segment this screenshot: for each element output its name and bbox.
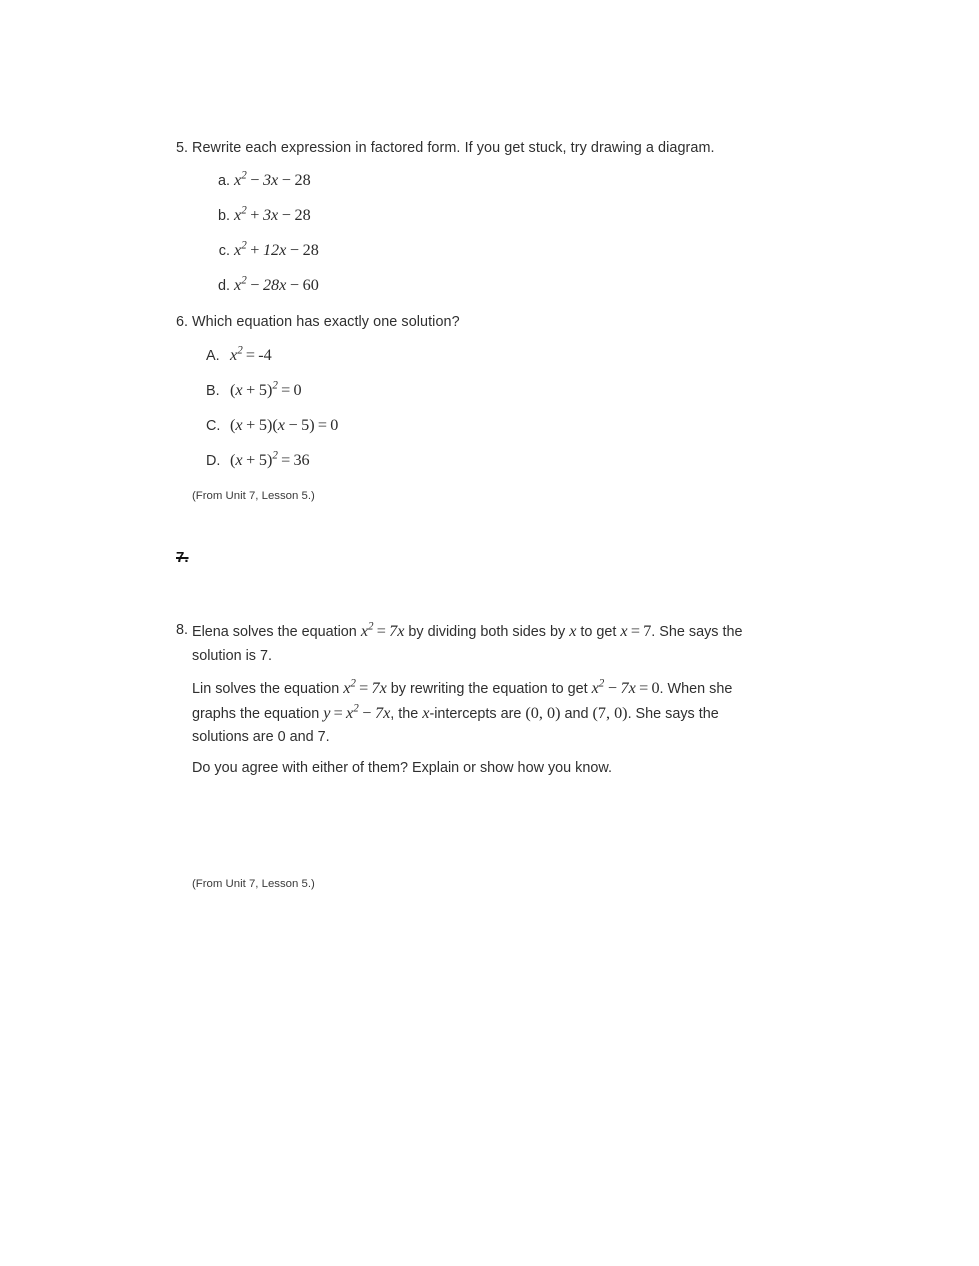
choice-expression-a: $x^2 = -4$: [230, 344, 272, 364]
expr-exponent: 2: [241, 274, 247, 287]
expr-exponent: 2: [241, 169, 247, 182]
question-8-paragraph-3: Do you agree with either of them? Explain or show how you know.: [192, 760, 612, 776]
expr-operator-2: −: [289, 276, 300, 294]
expr-variable: x: [234, 276, 242, 294]
p1-eq-var: x: [360, 622, 368, 640]
p1-solution: [620, 622, 651, 640]
choice-label-b: B.: [206, 383, 220, 399]
expr-term-3: 28: [302, 241, 319, 259]
expr-term-2: 3x: [262, 171, 279, 189]
p2-text-7: . She says the solutions are 0 and 7.: [192, 705, 719, 745]
question-8-number: 8.: [176, 622, 189, 638]
p2-text-4: , the: [390, 705, 423, 722]
question-7-number-struck: 7.: [176, 549, 189, 566]
question-8-paragraph-2: [192, 677, 764, 750]
p2-text-6: and: [560, 705, 593, 722]
item-expression-a: [234, 171, 311, 189]
item-label-d: d.: [217, 278, 230, 294]
p2-eq1-var: x: [343, 679, 351, 697]
expr-term-2: 12x: [262, 241, 287, 259]
p1-sol-val: 7: [643, 622, 652, 640]
p1-eq-rel: =: [376, 622, 386, 640]
p2-equation-1: [343, 679, 387, 697]
p2-point-2: (7, 0): [592, 703, 628, 722]
expr-operator-2: −: [281, 171, 291, 189]
p2-eq1-exp: 2: [350, 677, 356, 690]
expr-operator-1: +: [250, 206, 260, 224]
p2-point-1: (0, 0): [525, 703, 561, 722]
expr-operator-1: −: [250, 276, 260, 294]
p2-eq2-rel: =: [639, 679, 649, 697]
question-6-attribution: (From Unit 7, Lesson 5.): [192, 490, 315, 502]
expr-variable: x: [234, 171, 242, 189]
item-expression-d: [234, 276, 319, 294]
p1-text-1: Elena solves the equation: [192, 624, 361, 640]
question-5-item-c: [200, 240, 319, 262]
question-5-item-d: [200, 275, 319, 297]
question-6-prompt: Which equation has exactly one solution?: [192, 314, 460, 330]
p1-sol-var: x: [620, 622, 628, 640]
p2-equation-2: [592, 679, 660, 697]
expr-variable: x: [234, 206, 242, 224]
choice-expression-c: (x + 5)(x − 5) = 0: [230, 416, 339, 434]
expr-variable: x: [234, 241, 242, 259]
p1-equation-1: [361, 622, 405, 640]
p2-eq3-y: y: [323, 703, 331, 722]
question-6-choice-d: [206, 450, 310, 472]
question-5-number: 5.: [176, 140, 189, 156]
p1-eq-rhs: 7x: [389, 622, 405, 640]
p2-eq3-term: 7x: [374, 703, 391, 722]
p2-eq3-rel: =: [333, 703, 343, 722]
choice-expression-b: $(x + 5)^2 = 0$: [230, 379, 302, 399]
question-8-paragraph-1: [192, 620, 764, 668]
expr-term-3: 60: [302, 276, 319, 294]
expr-exponent: 2: [241, 204, 247, 217]
choice-label-d: D.: [206, 453, 221, 469]
expr-term-2: 3x: [262, 206, 279, 224]
item-expression-b: [234, 206, 311, 224]
choice-label-a: A.: [206, 348, 220, 364]
p1-text-4: . She says the solution is 7.: [192, 624, 743, 664]
question-6-choice-a: [206, 345, 272, 367]
expr-exponent: 2: [241, 239, 247, 252]
p1-sol-rel: =: [630, 622, 640, 640]
expr-term-2: 28x: [262, 276, 287, 294]
p1-text-3: to get: [576, 624, 621, 640]
choice-label-c: C.: [206, 418, 221, 434]
p2-eq1-rhs: 7x: [371, 679, 387, 697]
p2-equation-3: [323, 704, 390, 722]
expr-operator-1: +: [250, 241, 260, 259]
item-label-b: b.: [217, 208, 230, 224]
p2-text-2: by rewriting the equation to get: [386, 681, 592, 697]
item-label-a: a.: [217, 173, 230, 189]
p2-var-x: x: [422, 703, 430, 722]
question-5-prompt: Rewrite each expression in factored form. If you get stuck, try drawing a diagram.: [192, 140, 715, 156]
question-5-item-a: [200, 170, 311, 192]
item-expression-c: [234, 241, 319, 259]
p2-eq3-var: x: [346, 703, 354, 722]
expr-term-3: 28: [294, 171, 311, 189]
p2-eq2-term: 7x: [620, 679, 636, 697]
item-label-c: c.: [218, 243, 230, 259]
p2-eq2-exp: 2: [598, 677, 605, 690]
p2-text-1: Lin solves the equation: [192, 681, 344, 697]
question-6-choice-b: [206, 380, 302, 402]
question-6-choice-c: [206, 415, 338, 437]
p1-text-2: by dividing both sides by: [404, 624, 570, 640]
p2-eq2-rhs: 0: [651, 679, 660, 697]
p2-eq1-rel: =: [359, 679, 369, 697]
question-8-attribution: (From Unit 7, Lesson 5.): [192, 878, 315, 890]
p2-text-3: . When she graphs the equation: [192, 681, 733, 722]
expr-operator-1: −: [250, 171, 260, 189]
expr-term-3: 28: [294, 206, 311, 224]
choice-expression-d: $(x + 5)^2 = 36$: [230, 449, 310, 469]
question-6-number: 6.: [176, 314, 189, 330]
expr-operator-2: −: [289, 241, 300, 259]
p2-eq2-op: −: [607, 679, 617, 697]
p1-var-x: x: [569, 622, 577, 640]
p2-eq3-op: −: [362, 703, 372, 722]
question-5-item-b: [200, 205, 311, 227]
expr-operator-2: −: [281, 206, 291, 224]
p2-eq3-exp: 2: [353, 702, 359, 715]
p2-text-5: -intercepts are: [429, 705, 526, 722]
p1-eq-exp: 2: [368, 620, 374, 633]
p2-eq2-var: x: [591, 679, 599, 697]
